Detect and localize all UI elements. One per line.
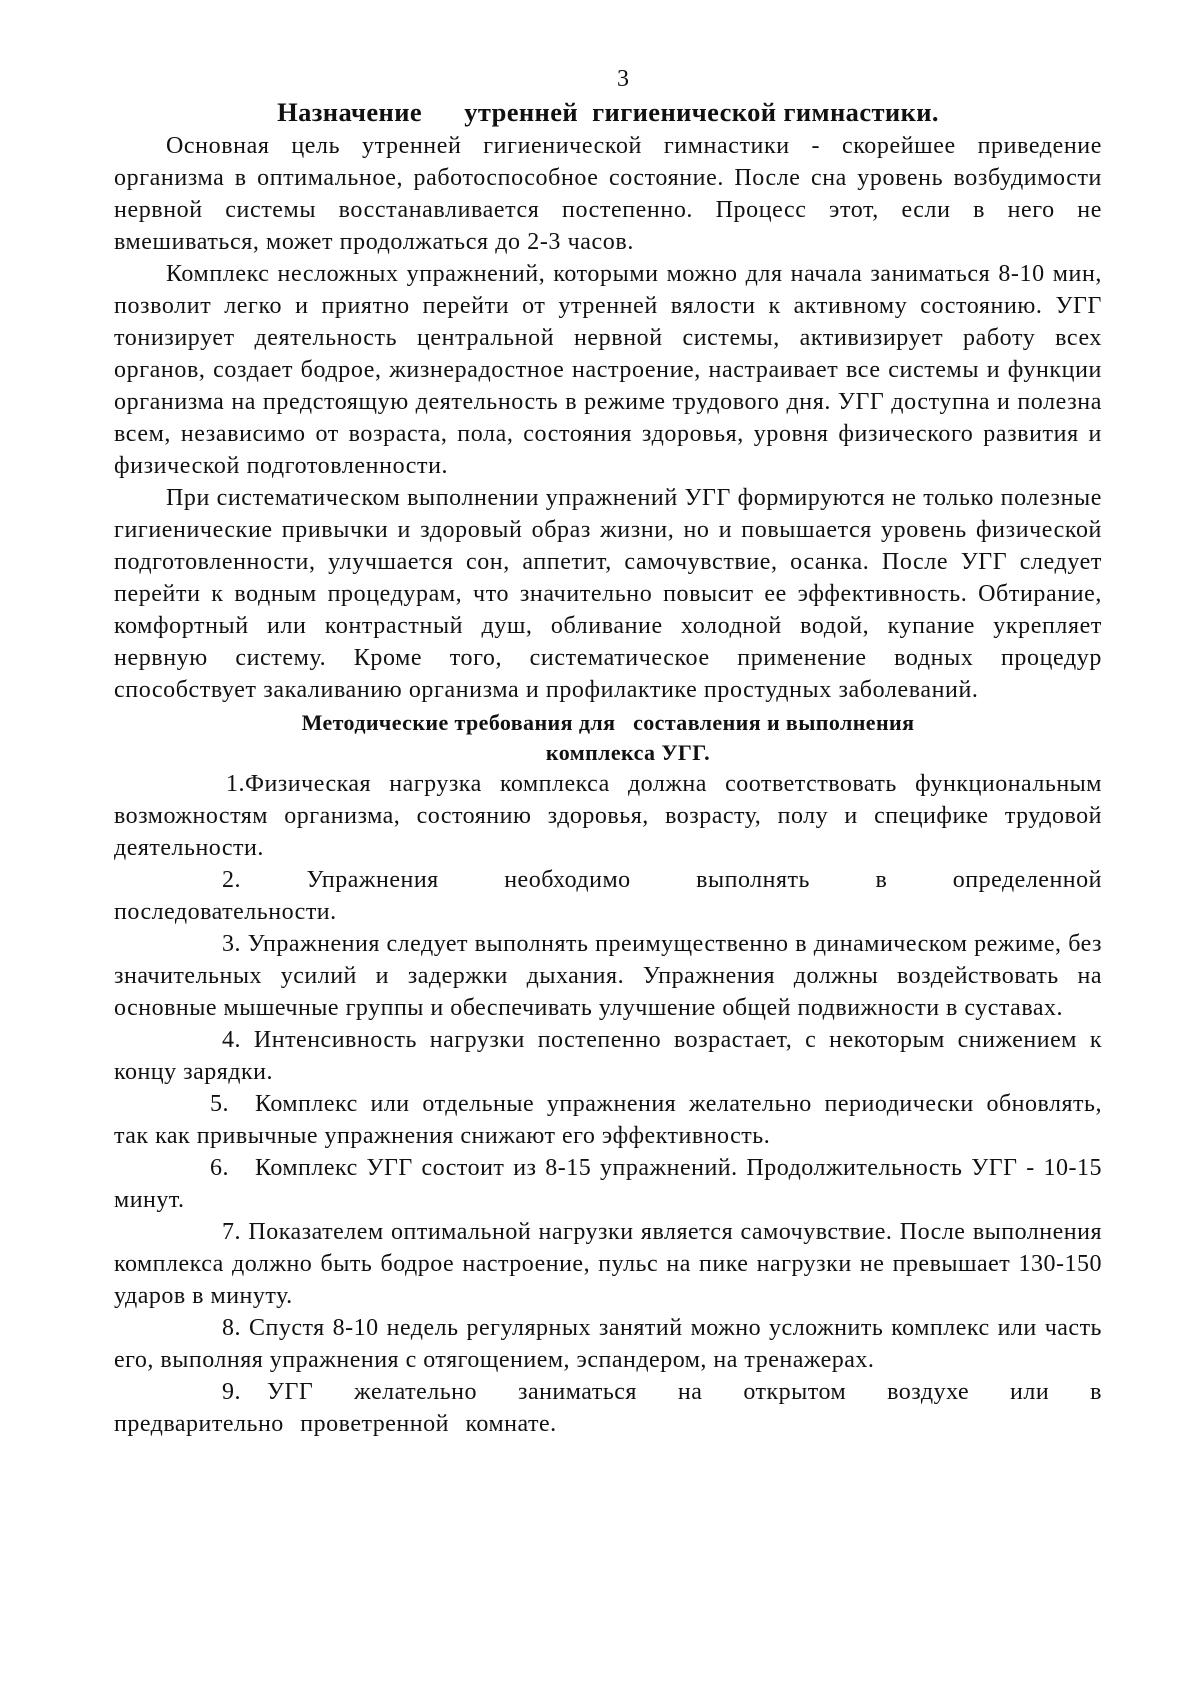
requirement-number: 2. — [222, 867, 241, 893]
requirement-number: 7. — [222, 1219, 241, 1245]
requirement-item — [114, 768, 1102, 864]
requirement-number: 3. — [222, 931, 241, 957]
requirement-text: Показателем оптимальной нагрузки является самочувствие. После выполнения комплекса должно быть бодрое настроение, пульс на пике нагрузки не превышает 130-150 ударов в минуту. — [114, 1219, 1102, 1309]
requirement-item — [114, 1216, 1102, 1312]
section-heading-line-1: Методические требования для составления и выполнения — [301, 710, 915, 735]
requirement-item — [114, 1088, 1102, 1152]
requirement-text: УГГ желательно заниматься на открытом воздухе или в предварительно проветренной комнате. — [114, 1379, 1102, 1437]
page-number: 3 — [617, 66, 629, 92]
requirement-text: Комплекс или отдельные упражнения желательно периодически обновлять, так как привычные упражнения снижают его эффективность. — [114, 1091, 1102, 1149]
paragraph-systematic: При систематическом выполнении упражнений УГГ формируются не только полезные гигиенические привычки и здоровый образ жизни, но и повышается уровень физической подготовленности, улучшается сон, аппетит, самочувствие, осанка. После УГГ следует перейти к водным процедурам, что значительно повысит ее эффективность. Обтирание, комфортный или контрастный душ, обливание холодной водой, купание укрепляет нервную систему. Кроме того, систематическое применение водных процедур способствует закаливанию организма и профилактике простудных заболеваний. — [114, 485, 1102, 703]
requirement-item — [114, 1024, 1102, 1088]
requirement-item — [114, 928, 1102, 1024]
requirement-text: Упражнения необходимо выполнять в определенной последовательности. — [114, 867, 1102, 925]
requirement-text: Интенсивность нагрузки постепенно возрастает, с некоторым снижением к концу зарядки. — [114, 1027, 1102, 1085]
requirement-number: 5. — [210, 1091, 229, 1117]
paragraph-purpose: Основная цель утренней гигиенической гимнастики - скорейшее приведение организма в оптимальное, работоспособное состояние. После сна уровень возбудимости нервной системы восстанавливается постепенно. Процесс этот, если в него не вмешиваться, может продолжаться до 2-3 часов. — [114, 133, 1102, 255]
requirement-number: 4. — [222, 1027, 241, 1053]
paragraph-complex: Комплекс несложных упражнений, которыми можно для начала заниматься 8-10 мин, позволит легко и приятно перейти от утренней вялости к активному состоянию. УГГ тонизирует деятельность центральной нервной системы, активизирует работу всех органов, создает бодрое, жизнерадостное настроение, настраивает все системы и функции организма на предстоящую деятельность в режиме трудового дня. УГГ доступна и полезна всем, независимо от возраста, пола, состояния здоровья, уровня физического развития и физической подготовленности. — [114, 261, 1102, 479]
requirement-number: 8. — [222, 1315, 241, 1341]
requirement-text: Физическая нагрузка комплекса должна соответствовать функциональным возможностям организма, состоянию здоровья, возрасту, полу и специфике трудовой деятельности. — [114, 771, 1102, 861]
document-page — [114, 64, 1102, 1440]
requirement-text: Комплекс УГГ состоит из 8-15 упражнений. Продолжительность УГГ - 10-15 минут. — [114, 1155, 1102, 1213]
requirement-text: Спустя 8-10 недель регулярных занятий можно усложнить комплекс или часть его, выполняя упражнения с отягощением, эспандером, на тренажерах. — [114, 1315, 1103, 1373]
requirement-item — [114, 1376, 1102, 1440]
requirement-item — [114, 864, 1102, 928]
section-heading-line-2: комплекса УГГ. — [545, 740, 711, 765]
requirement-number: 6. — [210, 1155, 229, 1181]
requirement-item — [114, 1312, 1102, 1376]
requirement-item — [114, 1152, 1102, 1216]
requirement-number: 9. — [222, 1379, 241, 1405]
page-title: Назначение утренней гигиенической гимнастики. — [277, 97, 939, 127]
requirement-text: Упражнения следует выполнять преимущественно в динамическом режиме, без значительных усилий и задержки дыхания. Упражнения должны воздействовать на основные мышечные группы и обеспечивать улучшение общей подвижности в суставах. — [114, 931, 1103, 1021]
requirement-number: 1. — [226, 771, 245, 797]
